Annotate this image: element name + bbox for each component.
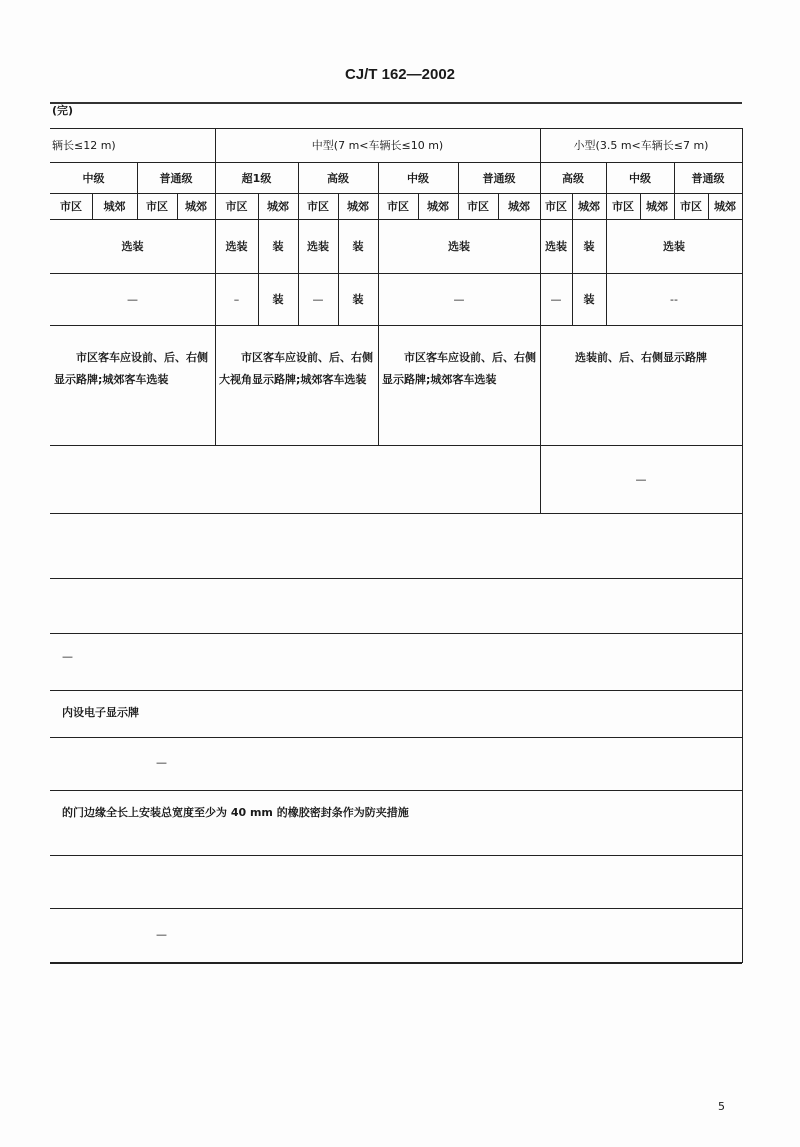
table-cell: — bbox=[550, 292, 562, 306]
standard-number: CJ/T 162—2002 bbox=[344, 66, 456, 83]
table-cell: 选装 bbox=[307, 240, 329, 253]
table-rule bbox=[50, 633, 742, 634]
area-header: 市区 bbox=[467, 200, 489, 213]
grade-header: 普通级 bbox=[482, 171, 516, 185]
table-cell: 装 bbox=[272, 293, 284, 306]
grade-header: 中级 bbox=[629, 171, 651, 185]
table-cell: 的门边缘全长上安装总宽度至少为 40 mm 的橡胶密封条作为防夹措施 bbox=[62, 806, 409, 819]
table-rule bbox=[50, 855, 742, 856]
grade-header: 高级 bbox=[562, 171, 584, 185]
table-cell: 选装 bbox=[225, 240, 248, 253]
group-header: 中型(7 m<车辆长≤10 m) bbox=[311, 139, 444, 152]
table-rule bbox=[50, 578, 742, 579]
table-cell: 装 bbox=[352, 240, 364, 253]
area-header: 城郊 bbox=[508, 200, 530, 213]
table-cell: 选装 bbox=[121, 240, 144, 253]
table-rule bbox=[742, 128, 743, 963]
grade-header: 中级 bbox=[82, 171, 105, 185]
area-header: 城郊 bbox=[578, 200, 600, 213]
table-cell: 选装 bbox=[448, 240, 470, 253]
table-cell: 选装前、后、右侧显示路牌 bbox=[575, 351, 707, 364]
table-cell: 市区客车应设前、后、右侧大视角显示路牌;城郊客车选装 bbox=[219, 351, 373, 386]
table-cell: — bbox=[156, 928, 167, 941]
continued-label: (完) bbox=[52, 104, 74, 117]
grade-header: 高级 bbox=[327, 171, 349, 185]
area-header: 市区 bbox=[612, 200, 634, 213]
table-cell: 市区客车应设前、后、右侧显示路牌;城郊客车选装 bbox=[54, 351, 208, 386]
table-rule bbox=[50, 962, 742, 964]
table-cell: — bbox=[635, 472, 647, 486]
grade-header: 普通级 bbox=[691, 171, 725, 185]
table-rule bbox=[50, 790, 742, 791]
table-rule bbox=[50, 737, 742, 738]
area-header: 市区 bbox=[60, 200, 82, 213]
header-rule bbox=[50, 102, 742, 104]
area-header: 市区 bbox=[307, 200, 329, 213]
page-number: 5 bbox=[718, 1100, 725, 1113]
table-cell: 装 bbox=[583, 240, 595, 253]
area-header: 城郊 bbox=[185, 200, 207, 213]
area-header: 市区 bbox=[680, 200, 702, 213]
group-header: 小型(3.5 m<车辆长≤7 m) bbox=[573, 139, 709, 152]
grade-header: 超1级 bbox=[241, 171, 272, 185]
table-cell: — bbox=[156, 756, 167, 769]
table-rule bbox=[50, 325, 742, 326]
table-rule bbox=[50, 690, 742, 691]
area-header: 市区 bbox=[387, 200, 409, 213]
table-cell: 装 bbox=[272, 240, 284, 253]
table-cell: 选装 bbox=[545, 240, 567, 253]
area-header: 市区 bbox=[545, 200, 567, 213]
area-header: 市区 bbox=[225, 200, 248, 213]
area-header: 市区 bbox=[146, 200, 168, 213]
area-header: 城郊 bbox=[267, 200, 289, 213]
table-cell: 装 bbox=[352, 293, 364, 306]
table-cell: 内设电子显示牌 bbox=[62, 706, 139, 719]
table-cell: 市区客车应设前、后、右侧显示路牌;城郊客车选装 bbox=[382, 351, 536, 386]
table-cell: — bbox=[312, 292, 324, 306]
grade-header: 中级 bbox=[407, 171, 429, 185]
area-header: 城郊 bbox=[714, 200, 736, 213]
group-header: 辆长≤12 m) bbox=[52, 139, 116, 152]
table-rule bbox=[50, 513, 742, 514]
area-header: 城郊 bbox=[347, 200, 369, 213]
table-rule bbox=[50, 908, 742, 909]
table-cell: — bbox=[62, 650, 73, 663]
area-header: 城郊 bbox=[427, 200, 449, 213]
table-cell: 装 bbox=[583, 293, 595, 306]
area-header: 城郊 bbox=[103, 200, 126, 213]
table-cell: — bbox=[453, 292, 465, 306]
table-cell: — bbox=[127, 292, 138, 306]
area-header: 城郊 bbox=[646, 200, 668, 213]
grade-header: 普通级 bbox=[159, 171, 193, 185]
table-cell: – bbox=[233, 292, 240, 306]
table-cell: 选装 bbox=[663, 240, 685, 253]
table-cell: -- bbox=[670, 292, 678, 306]
